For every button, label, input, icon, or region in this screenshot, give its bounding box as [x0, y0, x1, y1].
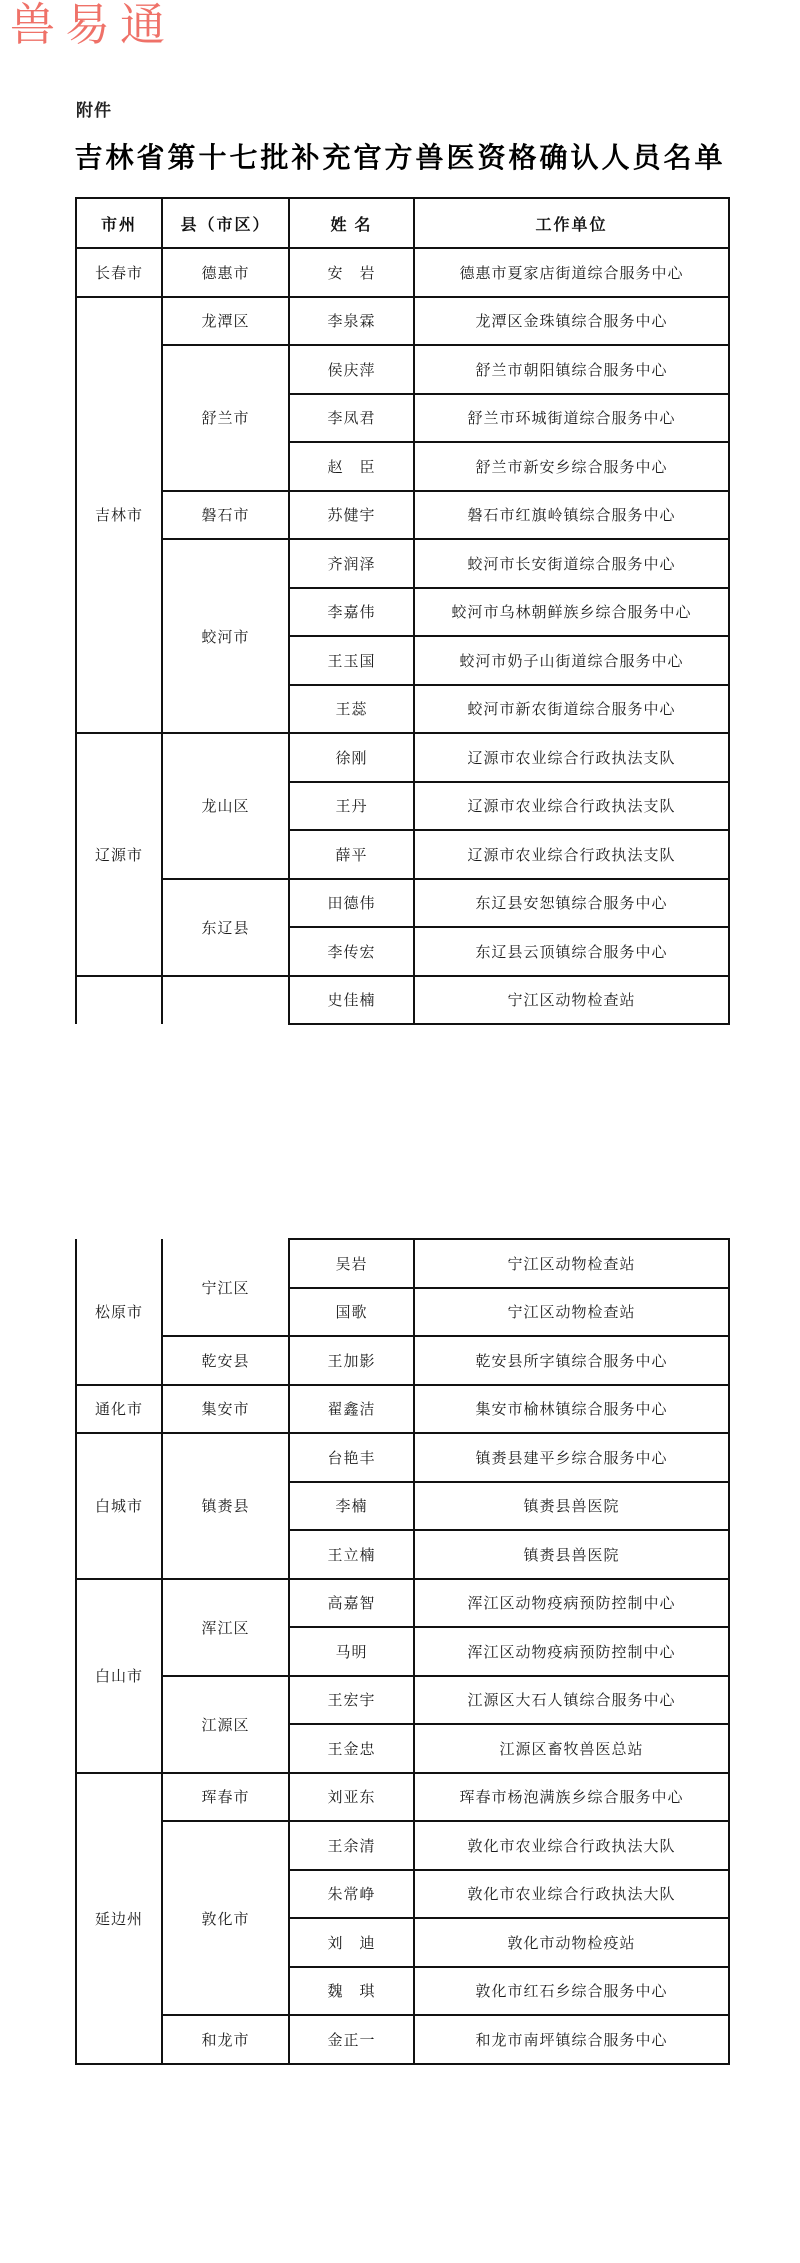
- person-name-cell: 王丹: [289, 782, 414, 831]
- county-cell: 珲春市: [162, 1773, 289, 1822]
- person-name-cell: 王加影: [289, 1336, 414, 1385]
- person-name-cell: 徐刚: [289, 733, 414, 782]
- county-cell: 蛟河市: [162, 539, 289, 733]
- work-unit-cell: 东辽县安恕镇综合服务中心: [414, 879, 729, 928]
- attachment-label: 附件: [76, 101, 112, 120]
- roster-table-page2: [75, 1238, 730, 2065]
- work-unit-cell: 东辽县云顶镇综合服务中心: [414, 927, 729, 976]
- person-name-cell: 史佳楠: [289, 976, 414, 1025]
- person-name-cell: 翟鑫洁: [289, 1385, 414, 1434]
- table-row: [76, 1579, 729, 1628]
- county-cell: 龙山区: [162, 733, 289, 879]
- county-cell: 集安市: [162, 1385, 289, 1434]
- header-name: 姓 名: [289, 198, 414, 248]
- header-work-unit: 工作单位: [414, 198, 729, 248]
- person-name-cell: 刘 迪: [289, 1918, 414, 1967]
- person-name-cell: 刘亚东: [289, 1773, 414, 1822]
- city-cell: 延边州: [76, 1773, 162, 2064]
- table-row: [76, 1676, 729, 1725]
- work-unit-cell: 辽源市农业综合行政执法支队: [414, 733, 729, 782]
- work-unit-cell: 辽源市农业综合行政执法支队: [414, 782, 729, 831]
- work-unit-cell: 乾安县所字镇综合服务中心: [414, 1336, 729, 1385]
- city-cell: 辽源市: [76, 733, 162, 976]
- work-unit-cell: 蛟河市乌林朝鲜族乡综合服务中心: [414, 588, 729, 637]
- work-unit-cell: 浑江区动物疫病预防控制中心: [414, 1579, 729, 1628]
- table-row: [76, 297, 729, 346]
- table-row: [76, 1773, 729, 1822]
- work-unit-cell: 辽源市农业综合行政执法支队: [414, 830, 729, 879]
- work-unit-cell: 龙潭区金珠镇综合服务中心: [414, 297, 729, 346]
- work-unit-cell: 磐石市红旗岭镇综合服务中心: [414, 491, 729, 540]
- person-name-cell: 苏健宇: [289, 491, 414, 540]
- county-cell: 舒兰市: [162, 345, 289, 491]
- county-cell: 德惠市: [162, 248, 289, 297]
- table-row: [76, 2015, 729, 2064]
- work-unit-cell: 珲春市杨泡满族乡综合服务中心: [414, 1773, 729, 1822]
- table-header-row: [76, 198, 729, 248]
- table-row: [76, 1385, 729, 1434]
- city-cell: 长春市: [76, 248, 162, 297]
- work-unit-cell: 舒兰市新安乡综合服务中心: [414, 442, 729, 491]
- person-name-cell: 王金忠: [289, 1724, 414, 1773]
- work-unit-cell: 舒兰市环城街道综合服务中心: [414, 394, 729, 443]
- person-name-cell: 齐润泽: [289, 539, 414, 588]
- work-unit-cell: 集安市榆林镇综合服务中心: [414, 1385, 729, 1434]
- person-name-cell: 马明: [289, 1627, 414, 1676]
- work-unit-cell: 镇赉县兽医院: [414, 1482, 729, 1531]
- work-unit-cell: 宁江区动物检查站: [414, 1239, 729, 1288]
- person-name-cell: 王立楠: [289, 1530, 414, 1579]
- table-row: [76, 879, 729, 928]
- person-name-cell: 魏 琪: [289, 1967, 414, 2016]
- county-cell: 敦化市: [162, 1821, 289, 2015]
- city-cell: 白城市: [76, 1433, 162, 1579]
- county-cell: [162, 976, 289, 1025]
- work-unit-cell: 和龙市南坪镇综合服务中心: [414, 2015, 729, 2064]
- table-row: [76, 733, 729, 782]
- work-unit-cell: 舒兰市朝阳镇综合服务中心: [414, 345, 729, 394]
- work-unit-cell: 蛟河市新农街道综合服务中心: [414, 685, 729, 734]
- person-name-cell: 田德伟: [289, 879, 414, 928]
- person-name-cell: 薛平: [289, 830, 414, 879]
- person-name-cell: 台艳丰: [289, 1433, 414, 1482]
- table-row: [76, 345, 729, 394]
- work-unit-cell: 宁江区动物检查站: [414, 976, 729, 1025]
- table-row: [76, 1336, 729, 1385]
- person-name-cell: 李嘉伟: [289, 588, 414, 637]
- site-logo: 兽易通: [10, 0, 176, 50]
- work-unit-cell: 敦化市农业综合行政执法大队: [414, 1870, 729, 1919]
- county-cell: 宁江区: [162, 1239, 289, 1336]
- county-cell: 浑江区: [162, 1579, 289, 1676]
- work-unit-cell: 敦化市动物检疫站: [414, 1918, 729, 1967]
- person-name-cell: 王宏宇: [289, 1676, 414, 1725]
- work-unit-cell: 敦化市红石乡综合服务中心: [414, 1967, 729, 2016]
- work-unit-cell: 蛟河市奶子山街道综合服务中心: [414, 636, 729, 685]
- table-row: [76, 976, 729, 1025]
- work-unit-cell: 德惠市夏家店街道综合服务中心: [414, 248, 729, 297]
- county-cell: 龙潭区: [162, 297, 289, 346]
- person-name-cell: 国歌: [289, 1288, 414, 1337]
- city-cell: 吉林市: [76, 297, 162, 734]
- table-row: [76, 539, 729, 588]
- work-unit-cell: 江源区畜牧兽医总站: [414, 1724, 729, 1773]
- roster-table-page1: [75, 197, 730, 1025]
- person-name-cell: 吴岩: [289, 1239, 414, 1288]
- header-city: 市州: [76, 198, 162, 248]
- county-cell: 和龙市: [162, 2015, 289, 2064]
- header-county: 县（市区）: [162, 198, 289, 248]
- work-unit-cell: 蛟河市长安街道综合服务中心: [414, 539, 729, 588]
- county-cell: 磐石市: [162, 491, 289, 540]
- work-unit-cell: 江源区大石人镇综合服务中心: [414, 1676, 729, 1725]
- person-name-cell: 李传宏: [289, 927, 414, 976]
- person-name-cell: 王蕊: [289, 685, 414, 734]
- work-unit-cell: 敦化市农业综合行政执法大队: [414, 1821, 729, 1870]
- city-cell: 白山市: [76, 1579, 162, 1773]
- person-name-cell: 高嘉智: [289, 1579, 414, 1628]
- person-name-cell: 朱常峥: [289, 1870, 414, 1919]
- work-unit-cell: 镇赉县建平乡综合服务中心: [414, 1433, 729, 1482]
- table-row: [76, 1821, 729, 1870]
- city-cell: 松原市: [76, 1239, 162, 1385]
- work-unit-cell: 镇赉县兽医院: [414, 1530, 729, 1579]
- person-name-cell: 李楠: [289, 1482, 414, 1531]
- person-name-cell: 王余清: [289, 1821, 414, 1870]
- county-cell: 江源区: [162, 1676, 289, 1773]
- person-name-cell: 安 岩: [289, 248, 414, 297]
- person-name-cell: 侯庆萍: [289, 345, 414, 394]
- county-cell: 镇赉县: [162, 1433, 289, 1579]
- person-name-cell: 赵 臣: [289, 442, 414, 491]
- table-row: [76, 1239, 729, 1288]
- person-name-cell: 金正一: [289, 2015, 414, 2064]
- table-row: [76, 491, 729, 540]
- county-cell: 东辽县: [162, 879, 289, 976]
- person-name-cell: 李凤君: [289, 394, 414, 443]
- page-title: 吉林省第十七批补充官方兽医资格确认人员名单: [74, 143, 726, 174]
- table-row: [76, 1433, 729, 1482]
- person-name-cell: 王玉国: [289, 636, 414, 685]
- table-row: [76, 248, 729, 297]
- county-cell: 乾安县: [162, 1336, 289, 1385]
- person-name-cell: 李泉霖: [289, 297, 414, 346]
- work-unit-cell: 宁江区动物检查站: [414, 1288, 729, 1337]
- city-cell: [76, 976, 162, 1025]
- city-cell: 通化市: [76, 1385, 162, 1434]
- work-unit-cell: 浑江区动物疫病预防控制中心: [414, 1627, 729, 1676]
